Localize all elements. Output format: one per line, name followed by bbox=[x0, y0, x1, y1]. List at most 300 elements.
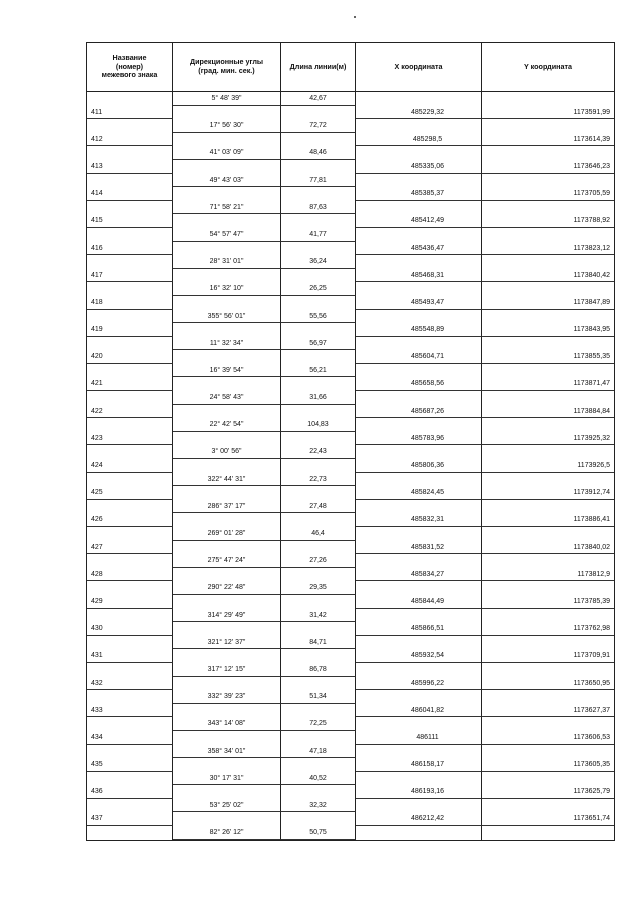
y-cell: 1173840,02 bbox=[482, 541, 614, 555]
mark-name-cell: 420 bbox=[87, 350, 173, 364]
angle-cell bbox=[173, 513, 281, 527]
angle-cell: 22° 42' 54" bbox=[173, 418, 281, 432]
angle-cell: 71° 58' 21" bbox=[173, 201, 281, 215]
angle-cell: 332° 39' 23" bbox=[173, 690, 281, 704]
x-cell bbox=[356, 527, 482, 541]
angle-cell: 286° 37' 17" bbox=[173, 500, 281, 514]
length-cell: 56,97 bbox=[281, 337, 356, 351]
x-cell bbox=[356, 690, 482, 704]
angle-cell bbox=[173, 214, 281, 228]
angle-cell: 275° 47' 24" bbox=[173, 554, 281, 568]
mark-name-cell: 421 bbox=[87, 377, 173, 391]
y-cell: 1173840,42 bbox=[482, 269, 614, 283]
point-row bbox=[87, 187, 614, 201]
x-cell bbox=[356, 201, 482, 215]
angle-cell: 24° 58' 43" bbox=[173, 391, 281, 405]
mark-name-cell bbox=[87, 255, 173, 269]
y-cell bbox=[482, 391, 614, 405]
mark-name-cell bbox=[87, 418, 173, 432]
x-cell bbox=[356, 391, 482, 405]
point-row bbox=[87, 812, 614, 826]
mark-name-cell: 413 bbox=[87, 160, 173, 174]
mark-name-cell: 414 bbox=[87, 187, 173, 201]
angle-cell bbox=[173, 704, 281, 718]
length-cell bbox=[281, 350, 356, 364]
mark-name-cell bbox=[87, 201, 173, 215]
mark-name-cell: 415 bbox=[87, 214, 173, 228]
mark-name-cell: 416 bbox=[87, 242, 173, 256]
y-cell bbox=[482, 445, 614, 459]
mark-name-cell bbox=[87, 174, 173, 188]
mark-name-cell: 411 bbox=[87, 106, 173, 120]
mark-name-cell bbox=[87, 690, 173, 704]
x-cell bbox=[356, 255, 482, 269]
y-cell bbox=[482, 228, 614, 242]
angle-cell bbox=[173, 269, 281, 283]
angle-cell: 355° 56' 01" bbox=[173, 310, 281, 324]
angle-cell bbox=[173, 486, 281, 500]
length-cell bbox=[281, 214, 356, 228]
x-cell: 486111 bbox=[356, 731, 482, 745]
y-cell bbox=[482, 554, 614, 568]
point-row bbox=[87, 296, 614, 310]
length-cell bbox=[281, 405, 356, 419]
y-cell: 1173605,35 bbox=[482, 758, 614, 772]
y-cell: 1173912,74 bbox=[482, 486, 614, 500]
header-angle: Дирекционные углы (град. мин. сек.) bbox=[173, 43, 281, 91]
x-cell: 485831,52 bbox=[356, 541, 482, 555]
segment-row bbox=[87, 119, 614, 133]
length-cell: 31,42 bbox=[281, 609, 356, 623]
y-cell: 1173843,95 bbox=[482, 323, 614, 337]
x-cell bbox=[356, 745, 482, 759]
length-cell bbox=[281, 677, 356, 691]
y-cell: 1173646,23 bbox=[482, 160, 614, 174]
x-cell bbox=[356, 282, 482, 296]
angle-cell bbox=[173, 459, 281, 473]
angle-cell bbox=[173, 187, 281, 201]
x-cell: 485468,31 bbox=[356, 269, 482, 283]
mark-name-cell: 417 bbox=[87, 269, 173, 283]
length-cell: 47,18 bbox=[281, 745, 356, 759]
point-row bbox=[87, 432, 614, 446]
mark-name-cell bbox=[87, 473, 173, 487]
length-cell: 84,71 bbox=[281, 636, 356, 650]
y-cell bbox=[482, 174, 614, 188]
angle-cell: 314° 29' 49" bbox=[173, 609, 281, 623]
angle-cell bbox=[173, 758, 281, 772]
point-row bbox=[87, 649, 614, 663]
angle-cell bbox=[173, 242, 281, 256]
angle-cell: 317° 12' 15" bbox=[173, 663, 281, 677]
x-cell bbox=[356, 500, 482, 514]
y-cell: 1173855,35 bbox=[482, 350, 614, 364]
segment-row bbox=[87, 310, 614, 324]
mark-name-cell bbox=[87, 391, 173, 405]
y-cell bbox=[482, 826, 614, 840]
length-cell bbox=[281, 242, 356, 256]
segment-row bbox=[87, 690, 614, 704]
y-cell bbox=[482, 500, 614, 514]
segment-row bbox=[87, 201, 614, 215]
length-cell: 46,4 bbox=[281, 527, 356, 541]
length-cell bbox=[281, 704, 356, 718]
mark-name-cell bbox=[87, 772, 173, 786]
y-cell bbox=[482, 310, 614, 324]
x-cell: 485824,45 bbox=[356, 486, 482, 500]
mark-name-cell bbox=[87, 445, 173, 459]
x-cell bbox=[356, 445, 482, 459]
angle-cell: 322° 44' 31" bbox=[173, 473, 281, 487]
mark-name-cell: 422 bbox=[87, 405, 173, 419]
x-cell bbox=[356, 717, 482, 731]
table-body bbox=[87, 92, 614, 840]
point-row bbox=[87, 269, 614, 283]
angle-cell: 16° 39' 54" bbox=[173, 364, 281, 378]
y-cell bbox=[482, 119, 614, 133]
x-cell bbox=[356, 609, 482, 623]
point-row bbox=[87, 731, 614, 745]
length-cell bbox=[281, 513, 356, 527]
point-row bbox=[87, 541, 614, 555]
y-cell bbox=[482, 745, 614, 759]
mark-name-cell: 427 bbox=[87, 541, 173, 555]
x-cell: 486193,16 bbox=[356, 785, 482, 799]
x-cell bbox=[356, 174, 482, 188]
x-cell bbox=[356, 364, 482, 378]
y-cell: 1173705,59 bbox=[482, 187, 614, 201]
length-cell bbox=[281, 649, 356, 663]
angle-cell bbox=[173, 649, 281, 663]
y-cell bbox=[482, 581, 614, 595]
angle-cell bbox=[173, 541, 281, 555]
y-cell: 1173614,39 bbox=[482, 133, 614, 147]
mark-name-cell: 434 bbox=[87, 731, 173, 745]
y-cell bbox=[482, 364, 614, 378]
angle-cell bbox=[173, 812, 281, 826]
y-cell bbox=[482, 690, 614, 704]
length-cell: 32,32 bbox=[281, 799, 356, 813]
x-cell: 485229,32 bbox=[356, 106, 482, 120]
page-mark bbox=[354, 16, 356, 18]
length-cell: 86,78 bbox=[281, 663, 356, 677]
point-row bbox=[87, 677, 614, 691]
header-x: X координата bbox=[356, 43, 482, 91]
segment-row bbox=[87, 337, 614, 351]
mark-name-cell: 418 bbox=[87, 296, 173, 310]
point-row bbox=[87, 106, 614, 120]
x-cell: 485834,27 bbox=[356, 568, 482, 582]
point-row bbox=[87, 160, 614, 174]
x-cell: 485412,49 bbox=[356, 214, 482, 228]
y-cell bbox=[482, 663, 614, 677]
angle-cell: 3° 00' 56" bbox=[173, 445, 281, 459]
table-header bbox=[87, 43, 614, 92]
length-cell: 42,67 bbox=[281, 92, 356, 106]
mark-name-cell bbox=[87, 581, 173, 595]
length-cell: 27,26 bbox=[281, 554, 356, 568]
mark-name-cell: 412 bbox=[87, 133, 173, 147]
segment-row bbox=[87, 92, 614, 106]
length-cell: 55,56 bbox=[281, 310, 356, 324]
point-row bbox=[87, 350, 614, 364]
length-cell bbox=[281, 731, 356, 745]
x-cell: 485806,36 bbox=[356, 459, 482, 473]
y-cell bbox=[482, 92, 614, 106]
angle-cell bbox=[173, 432, 281, 446]
mark-name-cell bbox=[87, 310, 173, 324]
length-cell: 41,77 bbox=[281, 228, 356, 242]
angle-cell bbox=[173, 160, 281, 174]
y-cell: 1173625,79 bbox=[482, 785, 614, 799]
angle-cell: 343° 14' 08" bbox=[173, 717, 281, 731]
angle-cell: 5° 48' 39" bbox=[173, 92, 281, 106]
angle-cell bbox=[173, 106, 281, 120]
y-cell: 1173591,99 bbox=[482, 106, 614, 120]
mark-name-cell bbox=[87, 119, 173, 133]
point-row bbox=[87, 785, 614, 799]
point-row bbox=[87, 377, 614, 391]
segment-row bbox=[87, 228, 614, 242]
mark-name-cell bbox=[87, 554, 173, 568]
length-cell bbox=[281, 595, 356, 609]
y-cell bbox=[482, 527, 614, 541]
y-cell bbox=[482, 282, 614, 296]
length-cell bbox=[281, 486, 356, 500]
y-cell: 1173650,95 bbox=[482, 677, 614, 691]
y-cell: 1173627,37 bbox=[482, 704, 614, 718]
x-cell: 486212,42 bbox=[356, 812, 482, 826]
mark-name-cell: 426 bbox=[87, 513, 173, 527]
x-cell: 485548,89 bbox=[356, 323, 482, 337]
length-cell bbox=[281, 269, 356, 283]
y-cell bbox=[482, 473, 614, 487]
x-cell bbox=[356, 663, 482, 677]
mark-name-cell: 430 bbox=[87, 622, 173, 636]
angle-cell: 358° 34' 01" bbox=[173, 745, 281, 759]
x-cell: 485832,31 bbox=[356, 513, 482, 527]
y-cell bbox=[482, 201, 614, 215]
angle-cell: 30° 17' 31" bbox=[173, 772, 281, 786]
x-cell bbox=[356, 418, 482, 432]
segment-row bbox=[87, 745, 614, 759]
length-cell bbox=[281, 296, 356, 310]
mark-name-cell bbox=[87, 609, 173, 623]
x-cell bbox=[356, 826, 482, 840]
x-cell: 485335,06 bbox=[356, 160, 482, 174]
angle-cell: 54° 57' 47" bbox=[173, 228, 281, 242]
segment-row bbox=[87, 364, 614, 378]
mark-name-cell: 437 bbox=[87, 812, 173, 826]
mark-name-cell bbox=[87, 146, 173, 160]
x-cell bbox=[356, 228, 482, 242]
mark-name-cell bbox=[87, 527, 173, 541]
mark-name-cell bbox=[87, 799, 173, 813]
length-cell bbox=[281, 160, 356, 174]
y-cell: 1173925,32 bbox=[482, 432, 614, 446]
mark-name-cell bbox=[87, 228, 173, 242]
y-cell: 1173847,89 bbox=[482, 296, 614, 310]
angle-cell: 11° 32' 34" bbox=[173, 337, 281, 351]
segment-row bbox=[87, 717, 614, 731]
angle-cell bbox=[173, 296, 281, 310]
x-cell: 485658,56 bbox=[356, 377, 482, 391]
x-cell: 485493,47 bbox=[356, 296, 482, 310]
length-cell: 56,21 bbox=[281, 364, 356, 378]
mark-name-cell: 435 bbox=[87, 758, 173, 772]
angle-cell: 321° 12' 37" bbox=[173, 636, 281, 650]
length-cell bbox=[281, 758, 356, 772]
angle-cell bbox=[173, 323, 281, 337]
y-cell bbox=[482, 772, 614, 786]
length-cell: 51,34 bbox=[281, 690, 356, 704]
mark-name-cell bbox=[87, 745, 173, 759]
y-cell bbox=[482, 717, 614, 731]
x-cell bbox=[356, 636, 482, 650]
length-cell: 72,25 bbox=[281, 717, 356, 731]
point-row bbox=[87, 622, 614, 636]
segment-row bbox=[87, 527, 614, 541]
point-row bbox=[87, 242, 614, 256]
segment-row bbox=[87, 554, 614, 568]
segment-row bbox=[87, 826, 614, 840]
segment-row bbox=[87, 146, 614, 160]
length-cell: 27,48 bbox=[281, 500, 356, 514]
y-cell: 1173886,41 bbox=[482, 513, 614, 527]
length-cell: 31,66 bbox=[281, 391, 356, 405]
x-cell: 485783,96 bbox=[356, 432, 482, 446]
mark-name-cell: 428 bbox=[87, 568, 173, 582]
x-cell: 485385,37 bbox=[356, 187, 482, 201]
point-row bbox=[87, 214, 614, 228]
length-cell: 36,24 bbox=[281, 255, 356, 269]
mark-name-cell bbox=[87, 92, 173, 106]
length-cell: 50,75 bbox=[281, 826, 356, 840]
header-length: Длина линии(м) bbox=[281, 43, 356, 91]
x-cell bbox=[356, 581, 482, 595]
y-cell: 1173762,98 bbox=[482, 622, 614, 636]
angle-cell bbox=[173, 133, 281, 147]
y-cell bbox=[482, 799, 614, 813]
mark-name-cell: 424 bbox=[87, 459, 173, 473]
point-row bbox=[87, 133, 614, 147]
length-cell bbox=[281, 622, 356, 636]
mark-name-cell bbox=[87, 500, 173, 514]
y-cell: 1173823,12 bbox=[482, 242, 614, 256]
point-row bbox=[87, 459, 614, 473]
angle-cell: 16° 32' 10" bbox=[173, 282, 281, 296]
x-cell: 486041,82 bbox=[356, 704, 482, 718]
segment-row bbox=[87, 663, 614, 677]
segment-row bbox=[87, 174, 614, 188]
mark-name-cell bbox=[87, 826, 173, 840]
angle-cell bbox=[173, 622, 281, 636]
x-cell bbox=[356, 310, 482, 324]
y-cell: 1173884,84 bbox=[482, 405, 614, 419]
segment-row bbox=[87, 255, 614, 269]
x-cell: 485866,51 bbox=[356, 622, 482, 636]
segment-row bbox=[87, 636, 614, 650]
y-cell: 1173709,91 bbox=[482, 649, 614, 663]
angle-cell: 53° 25' 02" bbox=[173, 799, 281, 813]
segment-row bbox=[87, 445, 614, 459]
y-cell: 1173788,92 bbox=[482, 214, 614, 228]
point-row bbox=[87, 486, 614, 500]
mark-name-cell: 432 bbox=[87, 677, 173, 691]
angle-cell: 41° 03' 09" bbox=[173, 146, 281, 160]
mark-name-cell: 425 bbox=[87, 486, 173, 500]
x-cell: 485932,54 bbox=[356, 649, 482, 663]
x-cell: 485604,71 bbox=[356, 350, 482, 364]
x-cell bbox=[356, 119, 482, 133]
x-cell bbox=[356, 554, 482, 568]
y-cell: 1173785,39 bbox=[482, 595, 614, 609]
segment-row bbox=[87, 282, 614, 296]
point-row bbox=[87, 758, 614, 772]
angle-cell bbox=[173, 595, 281, 609]
angle-cell bbox=[173, 677, 281, 691]
x-cell: 485996,22 bbox=[356, 677, 482, 691]
x-cell: 485687,26 bbox=[356, 405, 482, 419]
angle-cell bbox=[173, 568, 281, 582]
length-cell: 40,52 bbox=[281, 772, 356, 786]
angle-cell: 28° 31' 01" bbox=[173, 255, 281, 269]
mark-name-cell: 436 bbox=[87, 785, 173, 799]
mark-name-cell: 431 bbox=[87, 649, 173, 663]
point-row bbox=[87, 405, 614, 419]
angle-cell bbox=[173, 350, 281, 364]
header-mark-name: Название (номер) межевого знака bbox=[87, 43, 173, 91]
length-cell bbox=[281, 187, 356, 201]
x-cell bbox=[356, 799, 482, 813]
mark-name-cell: 419 bbox=[87, 323, 173, 337]
x-cell: 485298,5 bbox=[356, 133, 482, 147]
y-cell bbox=[482, 146, 614, 160]
length-cell: 72,72 bbox=[281, 119, 356, 133]
point-row bbox=[87, 704, 614, 718]
x-cell bbox=[356, 92, 482, 106]
segment-row bbox=[87, 799, 614, 813]
x-cell: 485844,49 bbox=[356, 595, 482, 609]
length-cell bbox=[281, 568, 356, 582]
length-cell: 104,83 bbox=[281, 418, 356, 432]
length-cell bbox=[281, 812, 356, 826]
y-cell bbox=[482, 609, 614, 623]
length-cell bbox=[281, 106, 356, 120]
length-cell bbox=[281, 133, 356, 147]
y-cell: 1173606,53 bbox=[482, 731, 614, 745]
length-cell: 22,43 bbox=[281, 445, 356, 459]
segment-row bbox=[87, 500, 614, 514]
boundary-marks-table bbox=[86, 42, 615, 841]
y-cell: 1173812,9 bbox=[482, 568, 614, 582]
y-cell bbox=[482, 418, 614, 432]
mark-name-cell bbox=[87, 636, 173, 650]
segment-row bbox=[87, 391, 614, 405]
point-row bbox=[87, 513, 614, 527]
y-cell: 1173871,47 bbox=[482, 377, 614, 391]
angle-cell: 49° 43' 03" bbox=[173, 174, 281, 188]
length-cell bbox=[281, 785, 356, 799]
segment-row bbox=[87, 473, 614, 487]
angle-cell bbox=[173, 785, 281, 799]
length-cell: 22,73 bbox=[281, 473, 356, 487]
mark-name-cell: 423 bbox=[87, 432, 173, 446]
segment-row bbox=[87, 609, 614, 623]
length-cell bbox=[281, 459, 356, 473]
angle-cell: 290° 22' 48" bbox=[173, 581, 281, 595]
length-cell: 26,25 bbox=[281, 282, 356, 296]
